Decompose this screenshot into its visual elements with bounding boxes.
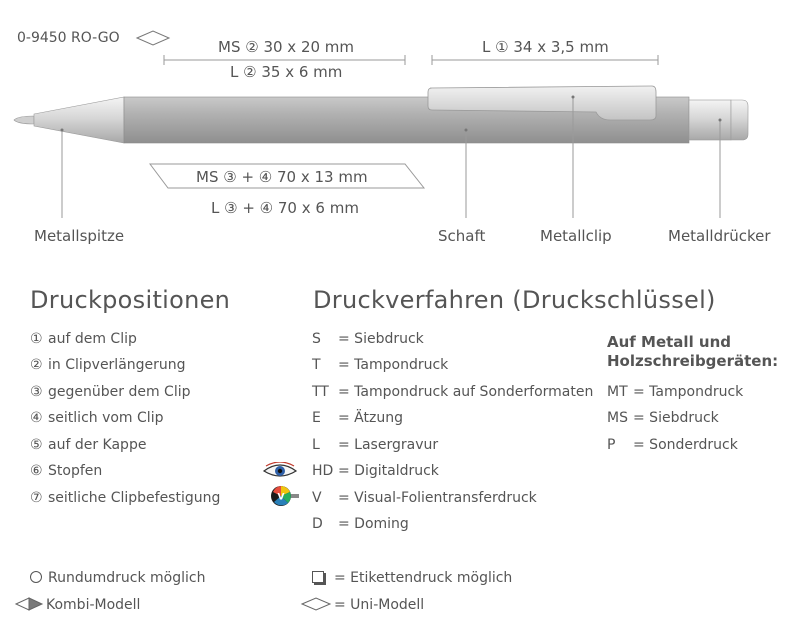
list-item: ⑦ seitliche Clipbefestigung [30,490,221,506]
part-label-shaft: Schaft [438,227,486,245]
dimension-ms-clip-extension: MS ② 30 x 20 mm [218,38,355,56]
list-item: V = Visual-Folientransferdruck [312,490,537,506]
part-label-pusher: Metalldrücker [668,227,771,245]
uni-diamond-icon [300,597,332,611]
eye-icon [262,462,298,480]
dimension-l-opposite-side: L ③ + ④ 70 x 6 mm [211,199,359,217]
legend-rundum: Rundumdruck möglich [30,570,205,586]
heading-print-methods: Druckverfahren (Druckschlüssel) [313,286,716,314]
list-item: HD = Digitaldruck [312,463,439,479]
product-code: 0-9450 RO-GO [17,30,120,46]
list-item: ⑥ Stopfen [30,463,103,479]
list-item: MS = Siebdruck [607,410,719,426]
part-label-tip: Metallspitze [34,227,125,245]
legend-uni: = Uni-Modell [300,597,424,613]
label-square-icon [312,571,324,583]
list-item: ⑤ auf der Kappe [30,437,147,453]
list-item: ① auf dem Clip [30,331,137,347]
list-item: D = Doming [312,516,409,532]
heading-metal-wood-line2: Holzschreibgeräten: [607,352,779,370]
list-item: TT = Tampondruck auf Sonderformaten [312,384,594,400]
list-item: P = Sonderdruck [607,437,738,453]
circle-icon [30,571,42,583]
pen-cone [34,97,124,143]
legend-etikett: = Etikettendruck möglich [312,570,512,586]
visual-transfer-logo-icon [270,484,300,508]
dimension-ms-opposite-side: MS ③ + ④ 70 x 13 mm [196,168,368,186]
list-item: ③ gegenüber dem Clip [30,384,191,400]
pen-tip [14,116,34,124]
part-label-clip: Metallclip [540,227,612,245]
uni-model-diamond [137,31,169,45]
list-item: ④ seitlich vom Clip [30,410,164,426]
pen-pusher [689,100,731,140]
heading-metal-wood: Auf Metall und [607,333,732,351]
svg-text:V: V [277,492,285,503]
list-item: L = Lasergravur [312,437,439,453]
list-item: S = Siebdruck [312,331,424,347]
list-item: E = Ätzung [312,410,403,426]
legend-kombi: Kombi-Modell [14,597,140,613]
dimension-l-clip: L ① 34 x 3,5 mm [482,38,609,56]
list-item: T = Tampondruck [312,357,449,373]
dimension-l-clip-extension: L ② 35 x 6 mm [230,63,343,81]
list-item: MT = Tampondruck [607,384,744,400]
heading-print-positions: Druckpositionen [30,286,231,314]
list-item: ② in Clipverlängerung [30,357,186,373]
pen-illustration [0,0,800,250]
kombi-diamond-icon [14,597,44,611]
